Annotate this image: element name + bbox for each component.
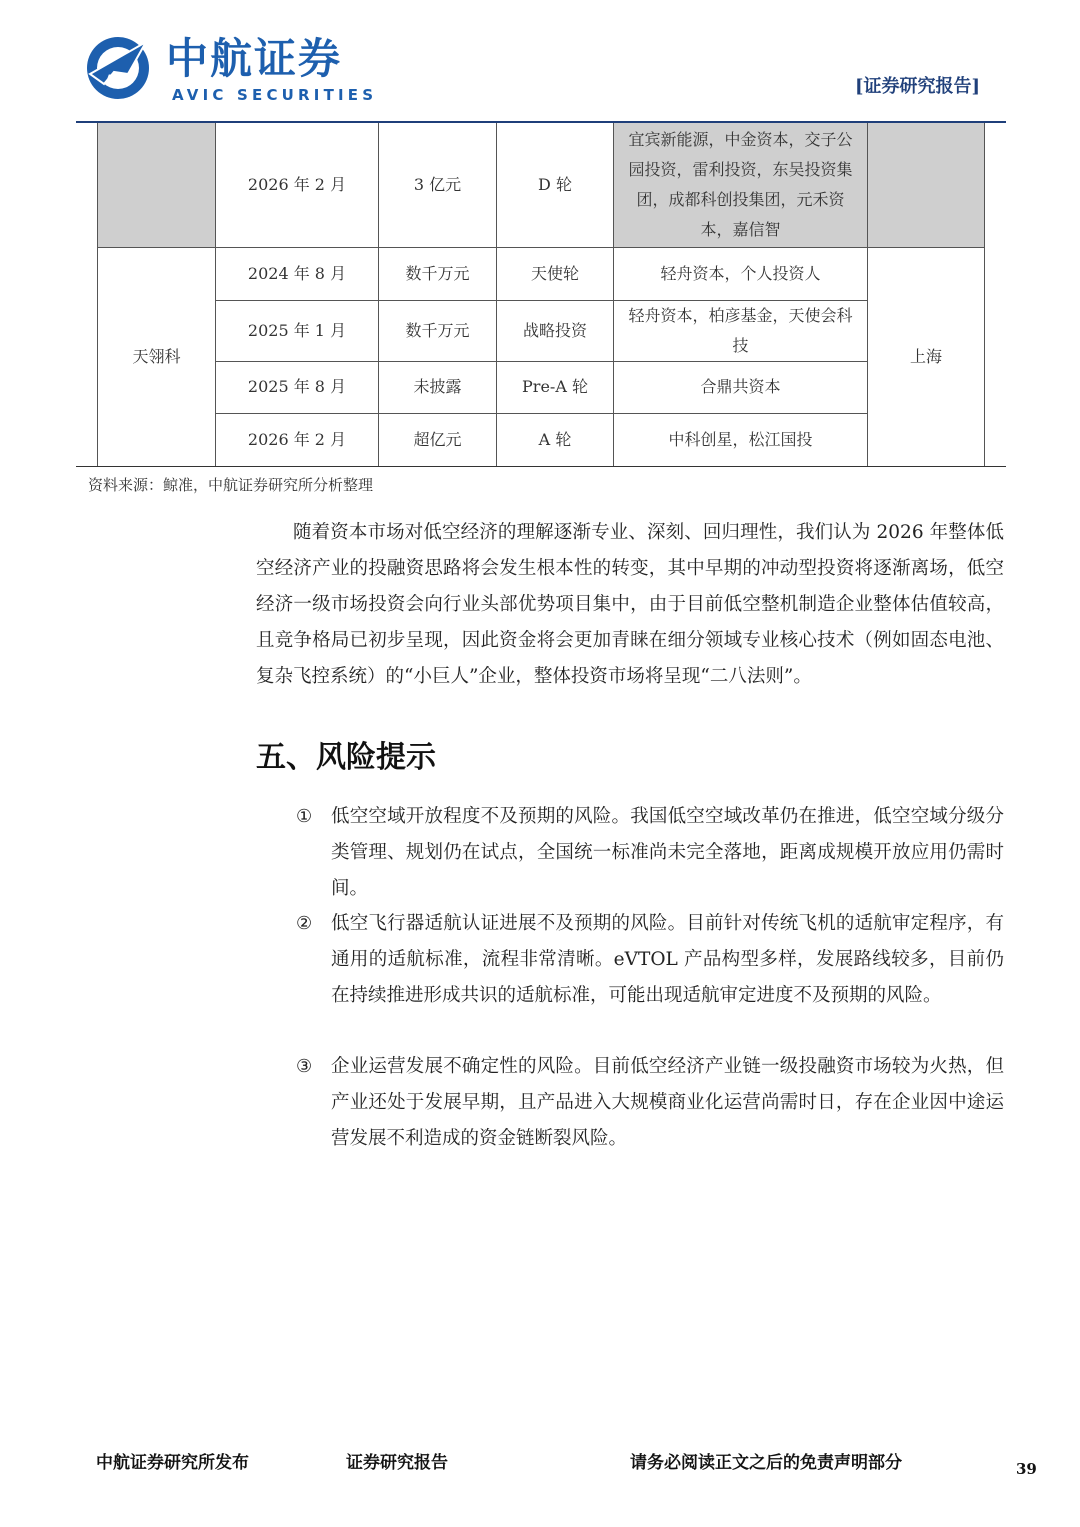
amount-cell: 3 亿元 — [379, 123, 497, 247]
table-source: 资料来源：鲸准，中航证券研究所分析整理 — [88, 476, 374, 494]
investors-cell: 轻舟资本，个人投资人 — [614, 247, 868, 300]
risk-item — [296, 799, 1004, 907]
brand-name-en: AVIC SECURITIES — [172, 86, 378, 104]
risk-item — [296, 906, 1004, 1014]
risk-item — [296, 1049, 1004, 1157]
round-cell: 战略投资 — [497, 300, 614, 361]
risk-text: 企业运营发展不确定性的风险。目前低空经济产业链一级投融资市场较为火热，但产业还处于发展早期，且产品进入大规模商业化运营尚需时日，存在企业因中途运营发展不利造成的资金链断裂风险。 — [331, 1056, 1004, 1149]
company-name-cell: 天翎科 — [98, 247, 216, 466]
company-cell-prev — [98, 123, 216, 247]
date-cell: 2026 年 2 月 — [216, 413, 379, 466]
amount-cell: 未披露 — [379, 361, 497, 413]
location-cell: 上海 — [868, 247, 985, 466]
risk-text: 低空飞行器适航认证进展不及预期的风险。目前针对传统飞机的适航审定程序，有通用的适航标准，流程非常清晰。eVTOL 产品构型多样，发展路线较多，目前仍在持续推进形成共识的适航标准，可能出现适航审定进度不及预期的风险。 — [331, 913, 1004, 1006]
amount-cell: 超亿元 — [379, 413, 497, 466]
report-tag: [证券研究报告] — [854, 76, 980, 97]
date-cell: 2025 年 8 月 — [216, 361, 379, 413]
table-row — [98, 361, 985, 413]
table-row — [98, 123, 985, 247]
investors-cell: 合鼎共资本 — [614, 361, 868, 413]
round-cell: Pre-A 轮 — [497, 361, 614, 413]
date-cell: 2025 年 1 月 — [216, 300, 379, 361]
table-row — [98, 413, 985, 466]
location-cell-prev — [868, 123, 985, 247]
amount-cell: 数千万元 — [379, 247, 497, 300]
date-cell: 2026 年 2 月 — [216, 123, 379, 247]
body-paragraph: 随着资本市场对低空经济的理解逐渐专业、深刻、回归理性，我们认为 2026 年整体低空经济产业的投融资思路将会发生根本性的转变，其中早期的冲动型投资将逐渐离场，低空经济一级市场投资会向行业头部优势项目集中，由于目前低空整机制造企业整体估值较高，且竞争格局已初步呈现，因此资金将会更加青睐在细分领域专业核心技术（例如固态电池、复杂飞控系统）的“小巨人”企业，整体投资市场将呈现“二八法则”。 — [256, 522, 1004, 687]
round-cell: 天使轮 — [497, 247, 614, 300]
amount-cell: 数千万元 — [379, 300, 497, 361]
investors-cell: 宜宾新能源，中金资本，交子公园投资，雷利投资，东吴投资集团，成都科创投集团，元禾资本，嘉信智 — [614, 123, 868, 247]
date-cell: 2024 年 8 月 — [216, 247, 379, 300]
footer-report-type: 证券研究报告 — [346, 1453, 448, 1473]
footer-publisher: 中航证券研究所发布 — [96, 1453, 249, 1473]
risk-number: ③ — [296, 1056, 313, 1077]
section-title: 五、风险提示 — [256, 740, 436, 775]
investors-cell: 中科创星，松江国投 — [614, 413, 868, 466]
table-row — [98, 300, 985, 361]
round-cell: D 轮 — [497, 123, 614, 247]
risk-number: ② — [296, 913, 313, 934]
round-cell: A 轮 — [497, 413, 614, 466]
financing-table — [97, 123, 985, 467]
logo-text: AVIC — [106, 74, 130, 84]
avic-logo-icon — [84, 34, 152, 102]
table-bottom-rule — [76, 466, 1006, 467]
investors-cell: 轻舟资本，柏彦基金，天使会科技 — [614, 300, 868, 361]
risk-number: ① — [296, 806, 313, 827]
table-row — [98, 247, 985, 300]
brand-name-cn: 中航证券 — [166, 34, 343, 83]
page-number: 39 — [1016, 1460, 1037, 1478]
footer-disclaimer: 请务必阅读正文之后的免责声明部分 — [630, 1453, 902, 1473]
risk-text: 低空空域开放程度不及预期的风险。我国低空空域改革仍在推进，低空空域分级分类管理、规划仍在试点，全国统一标准尚未完全落地，距离成规模开放应用仍需时间。 — [331, 806, 1004, 899]
